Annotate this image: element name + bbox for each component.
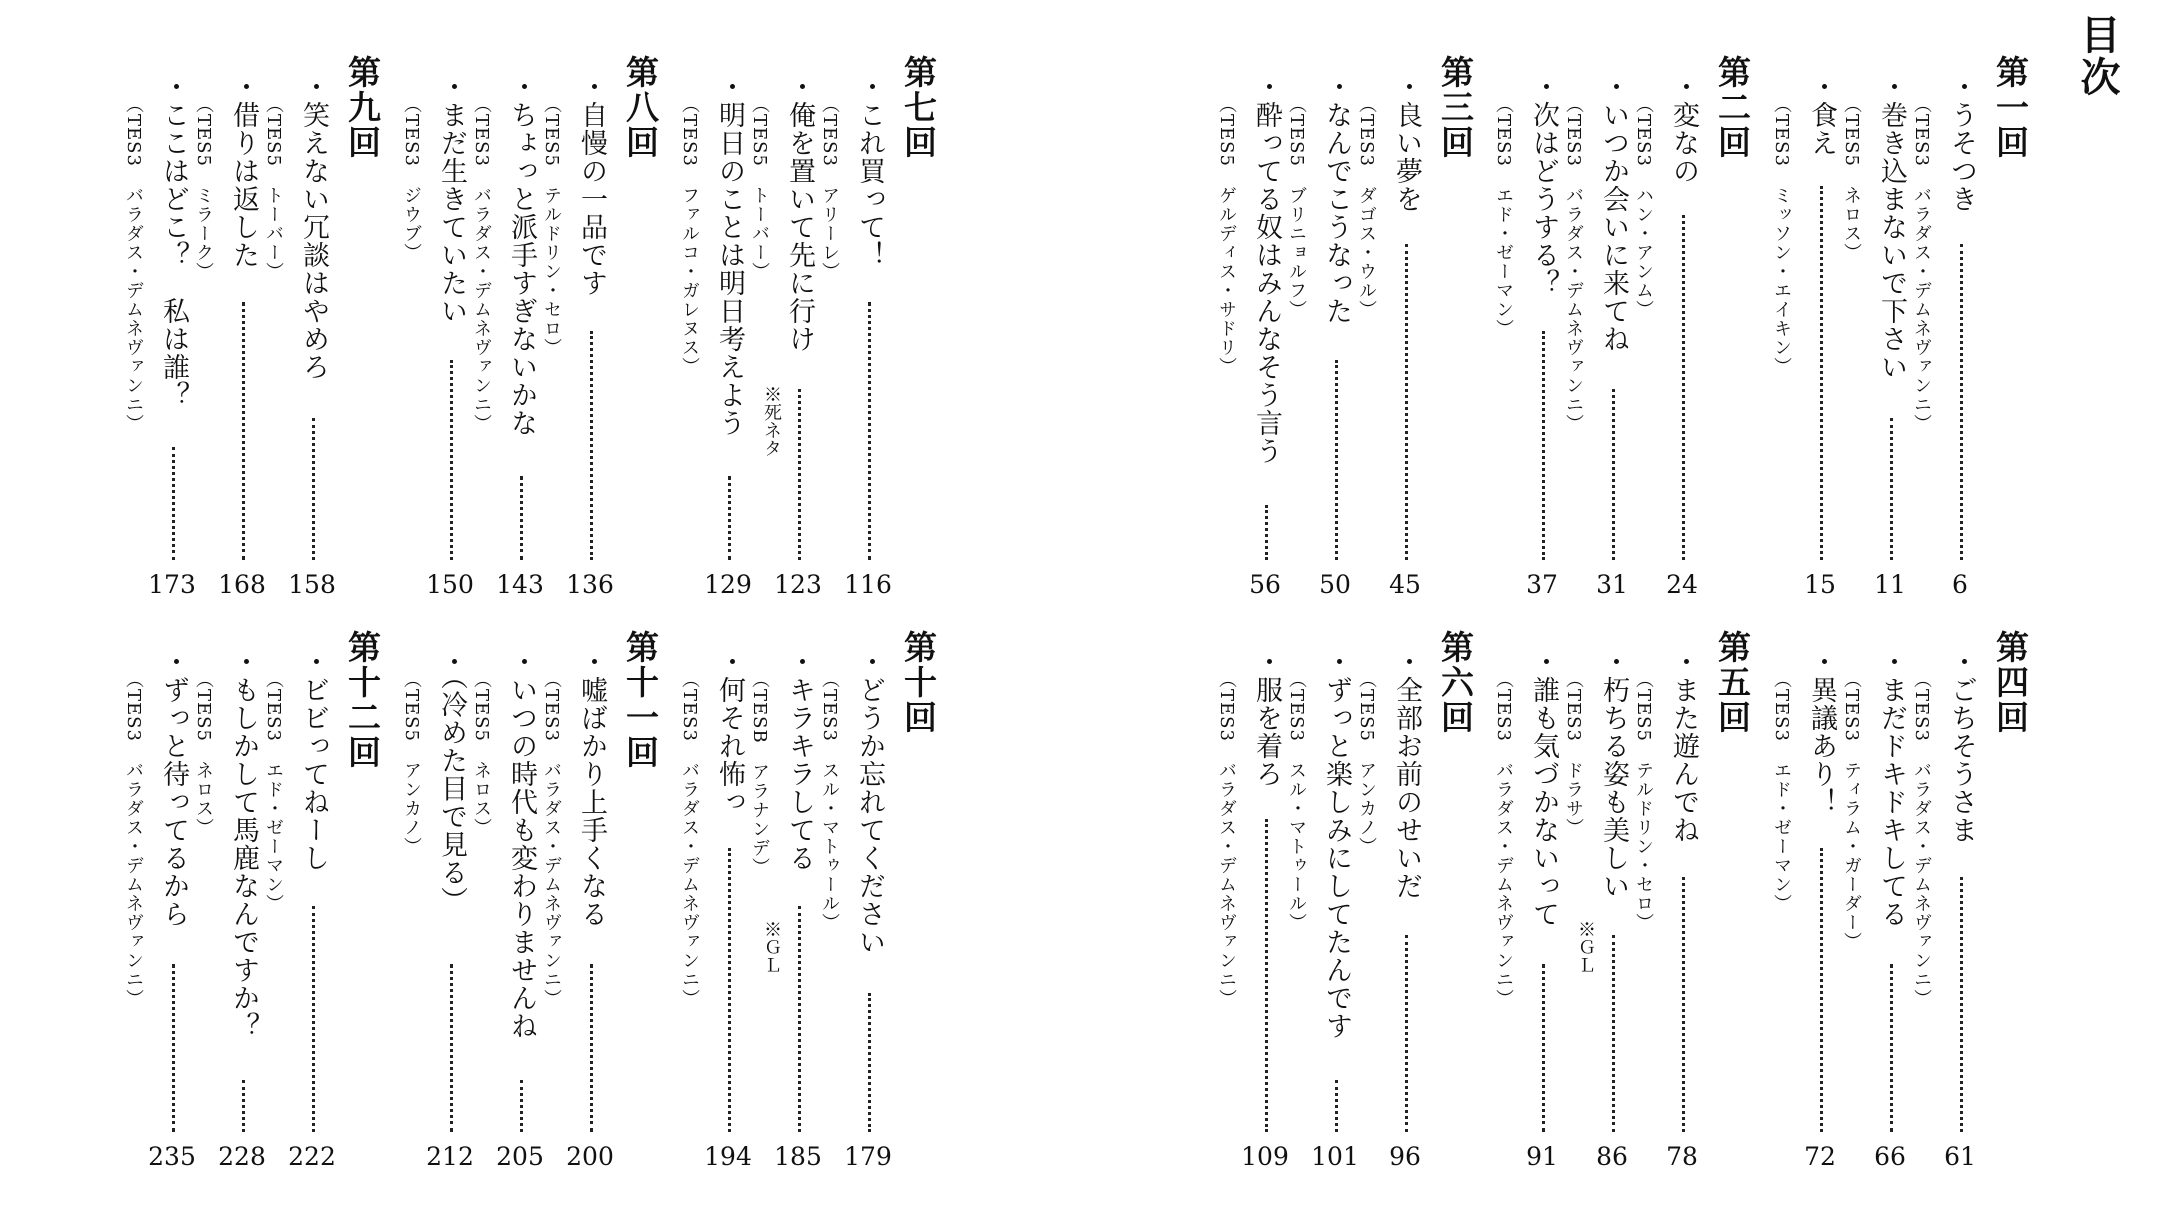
entry-title[interactable]: ・（冷めた目で見る） [436, 648, 467, 915]
leader-dots [1960, 244, 1967, 560]
leader-dots [172, 964, 179, 1132]
entry-subtitle: （TES3 バラダス・デムネヴァンニ） [1911, 670, 1932, 1008]
entry-subtitle: （TES5 トーバー） [749, 95, 770, 281]
entry-subtitle: （TES3 ジウブ） [401, 95, 422, 262]
entry-subtitle: （TES5 ネロス） [1841, 95, 1862, 262]
leader-dots [242, 1080, 249, 1132]
page-number[interactable]: 56 [1249, 570, 1281, 599]
page-number[interactable]: 6 [1952, 570, 1968, 599]
entry-title[interactable]: ・異議あり！ [1806, 648, 1837, 816]
entry-subtitle: （TES3 ハン・アンム） [1633, 95, 1654, 319]
entry-subtitle: （TES3 エド・ゼーマン） [1771, 670, 1792, 913]
page-number[interactable]: 235 [148, 1142, 196, 1171]
entry-subtitle: （TES5 テルドリン・セロ） [541, 95, 562, 357]
entry-title[interactable]: ・まだ生きていたい [436, 73, 467, 325]
leader-dots [590, 331, 597, 560]
leader-dots [1820, 848, 1827, 1132]
leader-dots [172, 447, 179, 560]
chapter-heading: 第十二回 [343, 630, 382, 770]
page-number[interactable]: 136 [566, 570, 614, 599]
page-number[interactable]: 11 [1874, 570, 1906, 599]
page-number[interactable]: 45 [1389, 570, 1421, 599]
leader-dots [1542, 964, 1549, 1132]
leader-dots [590, 964, 597, 1132]
entry-subtitle: （TES5 ネロス） [471, 670, 492, 837]
leader-dots [312, 418, 319, 560]
page-number[interactable]: 78 [1666, 1142, 1698, 1171]
entry-title[interactable]: ・巻き込まないで下さい [1876, 73, 1907, 381]
page-number[interactable]: 31 [1596, 570, 1628, 599]
chapter-heading: 第六回 [1436, 630, 1475, 735]
entry-title[interactable]: ・また遊んでね [1668, 648, 1699, 844]
page-number[interactable]: 72 [1804, 1142, 1836, 1171]
page-number[interactable]: 194 [704, 1142, 752, 1171]
chapter-heading: 第八回 [621, 55, 660, 160]
page-number[interactable]: 109 [1241, 1142, 1289, 1171]
page-number[interactable]: 200 [566, 1142, 614, 1171]
leader-dots [798, 906, 805, 1132]
page-number[interactable]: 179 [844, 1142, 892, 1171]
chapter-heading: 第十一回 [621, 630, 660, 770]
leader-dots [1265, 505, 1272, 560]
page-number[interactable]: 15 [1804, 570, 1836, 599]
leader-dots [1890, 964, 1897, 1132]
entry-note: ※死ネタ [761, 385, 782, 457]
page-number[interactable]: 37 [1526, 570, 1558, 599]
chapter-heading: 第十回 [899, 630, 938, 735]
entry-subtitle: （TES5 ネロス） [193, 670, 214, 837]
entry-subtitle: （TES3 バラダス・デムネヴァンニ） [123, 670, 144, 1008]
entry-subtitle: （TES5 アンカノ） [401, 670, 422, 856]
leader-dots [1405, 935, 1412, 1132]
page-number[interactable]: 173 [148, 570, 196, 599]
entry-title[interactable]: ・いつの時代も変わりませんね [506, 648, 537, 1040]
page-number[interactable]: 222 [288, 1142, 336, 1171]
entry-subtitle: （TESB アラナンデ） [749, 670, 770, 877]
entry-subtitle: （TES3 ティラム・ガーダー） [1841, 670, 1862, 951]
page-number[interactable]: 158 [288, 570, 336, 599]
entry-subtitle: （TES3 バラダス・デムネヴァンニ） [1563, 95, 1584, 433]
leader-dots [312, 906, 319, 1132]
entry-subtitle: （TES3 バラダス・デムネヴァンニ） [123, 95, 144, 433]
entry-title[interactable]: ・朽ちる姿も美しい [1598, 648, 1629, 900]
leader-dots [1335, 360, 1342, 560]
entry-title[interactable]: ・借りは返した [228, 73, 259, 269]
entry-note: ※ＧＬ [1575, 920, 1596, 974]
entry-note: ※ＧＬ [761, 920, 782, 974]
entry-subtitle: （TES3 ファルコ・ガレヌス） [679, 95, 700, 376]
entry-subtitle: （TES3 バラダス・デムネヴァンニ） [1493, 670, 1514, 1008]
entry-title[interactable]: ・食え [1806, 73, 1837, 157]
entry-subtitle: （TES3 バラダス・デムネヴァンニ） [471, 95, 492, 433]
entry-title[interactable]: ・笑えない冗談はやめろ [298, 73, 329, 381]
page-number[interactable]: 91 [1526, 1142, 1558, 1171]
entry-subtitle: （TES5 ゲルディス・サドリ） [1216, 95, 1237, 376]
entry-title[interactable]: ・変なの [1668, 73, 1699, 185]
entry-subtitle: （TES5 ミラーク） [193, 95, 214, 281]
entry-title[interactable]: ・酔ってる奴はみんなそう言う [1251, 73, 1282, 465]
entry-title[interactable]: ・服を着ろ [1251, 648, 1282, 788]
chapter-heading: 第二回 [1713, 55, 1752, 160]
leader-dots [1405, 244, 1412, 560]
leader-dots [798, 389, 805, 560]
leader-dots [1612, 389, 1619, 560]
entry-title[interactable]: ・どうか忘れてください [854, 648, 885, 956]
page-number[interactable]: 168 [218, 570, 266, 599]
leader-dots [1265, 819, 1272, 1132]
entry-title[interactable]: ・うそつき [1946, 73, 1977, 213]
entry-subtitle: （TES3 ドラサ） [1563, 670, 1584, 837]
leader-dots [1960, 877, 1967, 1132]
page-number[interactable]: 123 [774, 570, 822, 599]
page-number[interactable]: 96 [1389, 1142, 1421, 1171]
entry-title[interactable]: ・なんでこうなった [1321, 73, 1352, 325]
page-number[interactable]: 66 [1874, 1142, 1906, 1171]
entry-title[interactable]: ・まだドキドキしてる [1876, 648, 1907, 928]
leader-dots [242, 302, 249, 560]
entry-title[interactable]: ・キラキラしてる [784, 648, 815, 872]
leader-dots [1820, 186, 1827, 560]
chapter-heading: 第九回 [343, 55, 382, 160]
page-number[interactable]: 228 [218, 1142, 266, 1171]
entry-subtitle: （TES3 アリーレ） [819, 95, 840, 281]
leader-dots [1612, 935, 1619, 1132]
entry-subtitle: （TES3 バラダス・デムネヴァンニ） [541, 670, 562, 1008]
entry-title[interactable]: ・これ買って！ [854, 73, 885, 269]
entry-title[interactable]: ・ちょっと派手すぎないかな [506, 73, 537, 437]
entry-title[interactable]: ・全部お前のせいだ [1391, 648, 1422, 900]
chapter-heading: 第三回 [1436, 55, 1475, 160]
entry-subtitle: （TES3 ダゴス・ウル） [1356, 95, 1377, 319]
leader-dots [1335, 1080, 1342, 1132]
entry-title[interactable]: ・良い夢を [1391, 73, 1422, 213]
chapter-heading: 第一回 [1991, 55, 2030, 160]
page-number[interactable]: 212 [426, 1142, 474, 1171]
leader-dots [1542, 331, 1549, 560]
entry-subtitle: （TES3 スル・マトゥール） [819, 670, 840, 932]
chapter-heading: 第四回 [1991, 630, 2030, 735]
leader-dots [868, 302, 875, 560]
entry-title[interactable]: ・明日のことは明日考えよう [714, 73, 745, 437]
entry-subtitle: （TES5 アンカノ） [1356, 670, 1377, 856]
page-number[interactable]: 50 [1319, 570, 1351, 599]
entry-title[interactable]: ・誰も気づかないって [1528, 648, 1559, 928]
leader-dots [1890, 418, 1897, 560]
entry-title[interactable]: ・何それ怖っ [714, 648, 745, 816]
entry-subtitle: （TES3 バラダス・デムネヴァンニ） [1216, 670, 1237, 1008]
entry-subtitle: （TES3 ミッソン・エイキン） [1771, 95, 1792, 376]
leader-dots [520, 476, 527, 560]
entry-title[interactable]: ・もしかして馬鹿なんですか？ [228, 648, 259, 1040]
page-number[interactable]: 205 [496, 1142, 544, 1171]
entry-title[interactable]: ・俺を置いて先に行け [784, 73, 815, 353]
leader-dots [1682, 877, 1689, 1132]
entry-title[interactable]: ・ここはどこ？ 私は誰？ [158, 73, 189, 409]
toc-heading: 目次 [2074, 14, 2121, 98]
page-number[interactable]: 129 [704, 570, 752, 599]
page-number[interactable]: 143 [496, 570, 544, 599]
chapter-heading: 第七回 [899, 55, 938, 160]
entry-title[interactable]: ・自慢の一品です [576, 73, 607, 297]
leader-dots [450, 964, 457, 1132]
leader-dots [1682, 215, 1689, 560]
entry-subtitle: （TES3 バラダス・デムネヴァンニ） [1911, 95, 1932, 433]
page-number[interactable]: 185 [774, 1142, 822, 1171]
leader-dots [450, 360, 457, 560]
page-number[interactable]: 61 [1944, 1142, 1976, 1171]
leader-dots [728, 476, 735, 560]
entry-title[interactable]: ・いつか会いに来てね [1598, 73, 1629, 353]
entry-subtitle: （TES5 テルドリン・セロ） [1633, 670, 1654, 932]
page-number[interactable]: 101 [1311, 1142, 1359, 1171]
entry-title[interactable]: ・ごちそうさま [1946, 648, 1977, 844]
leader-dots [520, 1080, 527, 1132]
page-number[interactable]: 150 [426, 570, 474, 599]
entry-title[interactable]: ・ずっと待ってるから [158, 648, 189, 928]
entry-title[interactable]: ・ずっと楽しみにしてたんです [1321, 648, 1352, 1040]
entry-subtitle: （TES3 エド・ゼーマン） [263, 670, 284, 913]
entry-subtitle: （TES3 スル・マトゥール） [1286, 670, 1307, 932]
page-number[interactable]: 116 [844, 570, 892, 599]
chapter-heading: 第五回 [1713, 630, 1752, 735]
entry-title[interactable]: ・次はどうする？ [1528, 73, 1559, 297]
entry-title[interactable]: ・嘘ばかり上手くなる [576, 648, 607, 928]
page-number[interactable]: 86 [1596, 1142, 1628, 1171]
leader-dots [728, 848, 735, 1132]
entry-title[interactable]: ・ビビってねーし [298, 648, 329, 872]
leader-dots [868, 993, 875, 1132]
page-number[interactable]: 24 [1666, 570, 1698, 599]
entry-subtitle: （TES5 トーバー） [263, 95, 284, 281]
entry-subtitle: （TES3 エド・ゼーマン） [1493, 95, 1514, 338]
entry-subtitle: （TES5 ブリニョルフ） [1286, 95, 1307, 319]
entry-subtitle: （TES3 バラダス・デムネヴァンニ） [679, 670, 700, 1008]
